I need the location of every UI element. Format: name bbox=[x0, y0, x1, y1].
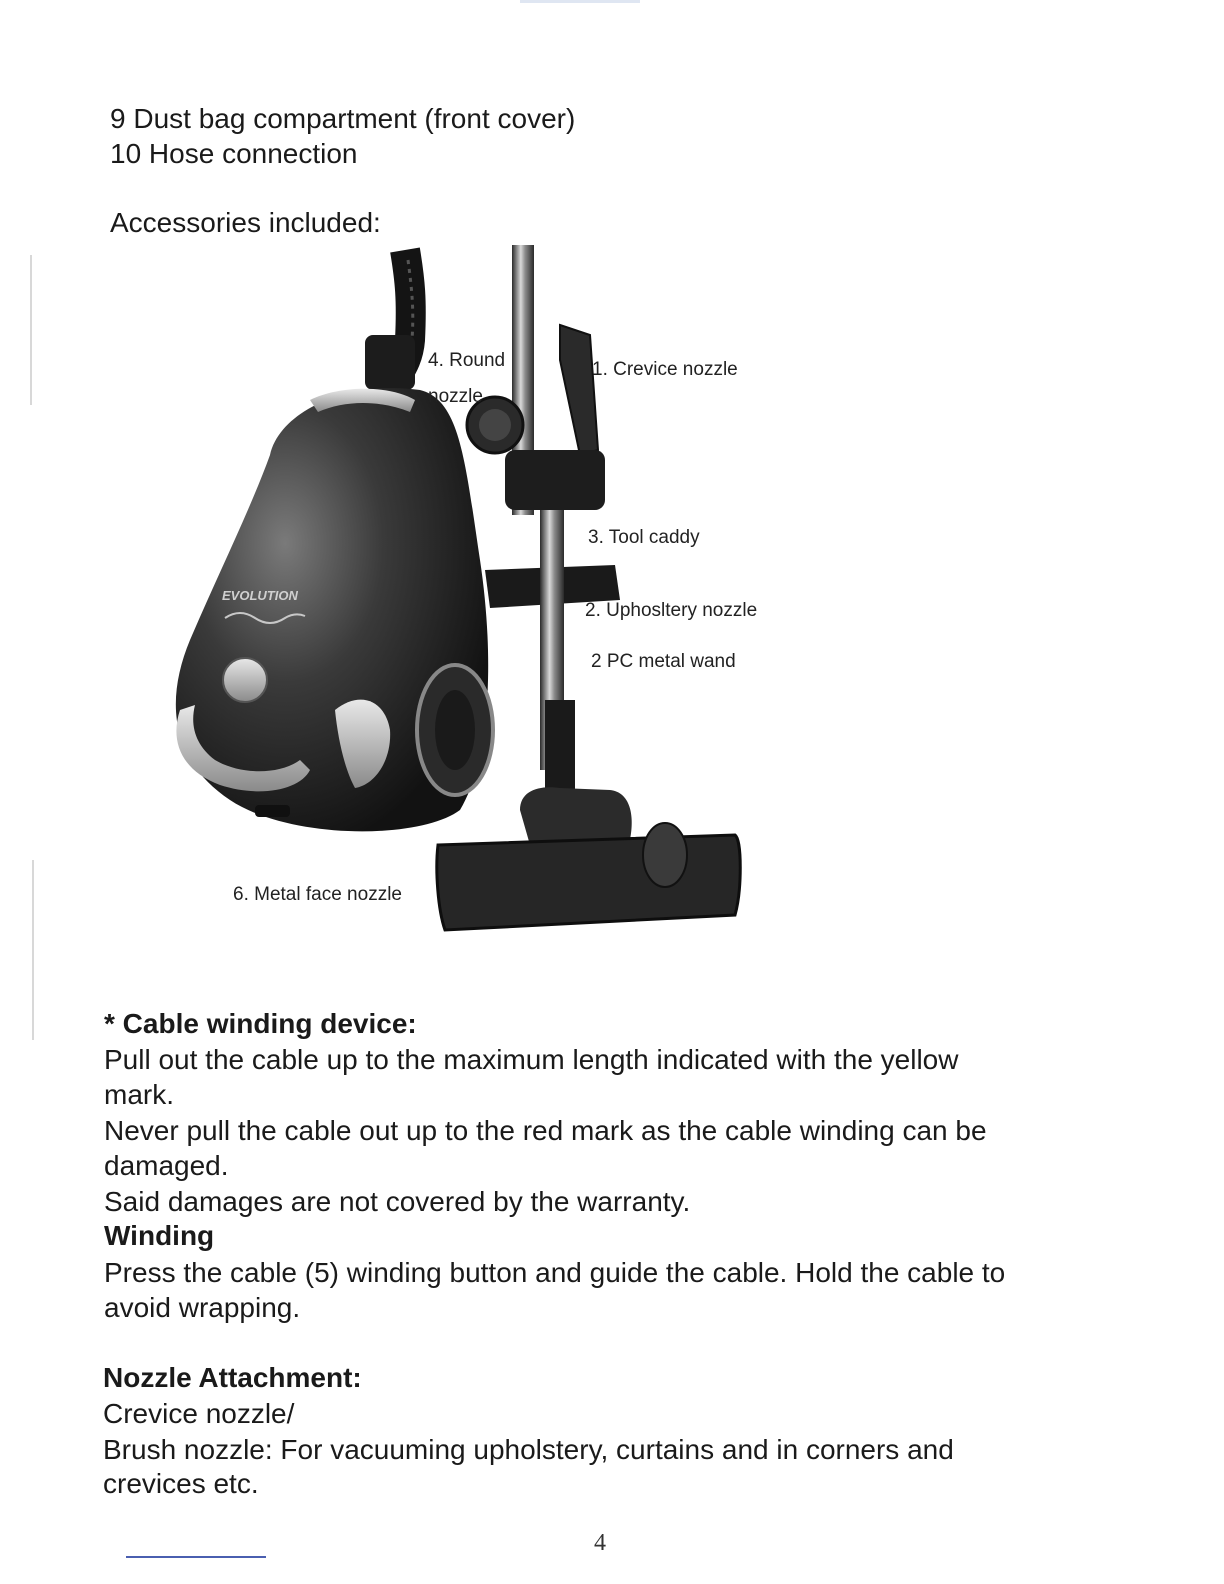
scan-top-rule bbox=[520, 0, 640, 3]
part-item-10: 10 Hose connection bbox=[110, 138, 358, 169]
brand-logo: EVOLUTION bbox=[222, 588, 298, 603]
page-number: 4 bbox=[594, 1530, 606, 1556]
nozzle-attachment-heading: Nozzle Attachment: bbox=[103, 1362, 362, 1393]
accessories-heading: Accessories included: bbox=[110, 207, 381, 238]
cable-winding-heading: * Cable winding device: bbox=[104, 1008, 417, 1039]
winding-heading: Winding bbox=[104, 1220, 215, 1251]
winding-text-line: avoid wrapping. bbox=[104, 1292, 301, 1323]
vacuum-cleaner-image bbox=[160, 240, 800, 940]
cable-text-line: mark. bbox=[104, 1079, 174, 1110]
scan-edge-mark bbox=[30, 255, 32, 405]
label-metal-face-nozzle: 6. Metal face nozzle bbox=[233, 884, 402, 905]
metal-face-nozzle-shape bbox=[437, 835, 740, 930]
cable-text-line: Never pull the cable out up to the red mark as the cable winding can be bbox=[104, 1115, 987, 1146]
label-round-nozzle: 4. Round bbox=[428, 350, 506, 371]
label-upholstery-nozzle: 2. Uphosltery nozzle bbox=[585, 600, 758, 621]
crevice-nozzle bbox=[560, 325, 598, 455]
label-tool-caddy: 3. Tool caddy bbox=[588, 527, 700, 548]
nozzle-text-line: crevices etc. bbox=[103, 1468, 259, 1499]
floor-nozzle-neck bbox=[520, 787, 632, 845]
cable-winding-button bbox=[223, 658, 267, 702]
winding-text-line: Press the cable (5) winding button and guide the cable. Hold the cable to bbox=[104, 1257, 1006, 1288]
scan-bottom-rule bbox=[126, 1556, 266, 1558]
label-metal-wand: 2 PC metal wand bbox=[591, 651, 736, 672]
tool-caddy-body bbox=[505, 450, 605, 510]
cable-text-line: Said damages are not covered by the warranty. bbox=[104, 1186, 691, 1217]
nozzle-text-line: Brush nozzle: For vacuuming upholstery, curtains and in corners and bbox=[103, 1434, 954, 1465]
label-crevice-nozzle: 1. Crevice nozzle bbox=[592, 359, 738, 380]
cable-text-line: damaged. bbox=[104, 1150, 229, 1181]
label-round-nozzle-2: nozzle bbox=[428, 386, 483, 407]
nozzle-text-line: Crevice nozzle/ bbox=[103, 1398, 295, 1429]
part-item-9: 9 Dust bag compartment (front cover) bbox=[110, 103, 576, 134]
scan-edge-mark bbox=[32, 860, 34, 1040]
hose-connector bbox=[365, 335, 415, 390]
cable-text-line: Pull out the cable up to the maximum length indicated with the yellow bbox=[104, 1044, 959, 1075]
